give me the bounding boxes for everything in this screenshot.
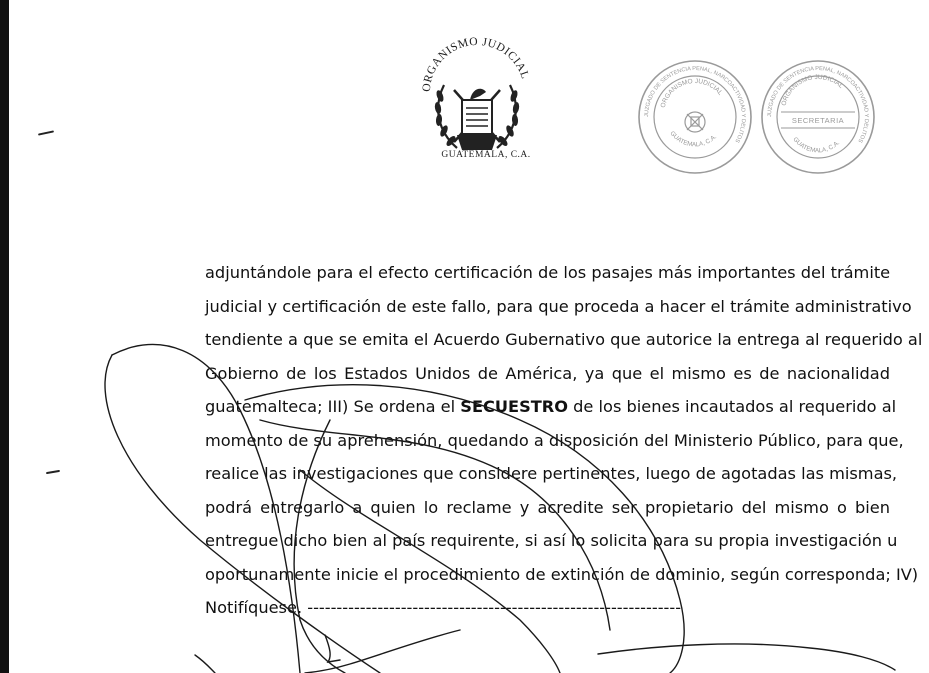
body-line: momento de su aprehensión, quedando a disposición del Ministerio Público, para que, (205, 430, 904, 450)
body-line: realice las investigaciones que considere pertinentes, luego de agotadas las mismas, (205, 464, 898, 483)
body-line: Gobierno de los Estados Unidos de América, ya que el mismo es de nacionalidad (205, 363, 890, 383)
body-line: podrá entregarlo a quien lo reclame y acredite ser propietario del mismo o bien (205, 497, 890, 517)
body-text-segment: guatemalteca; III) Se ordena el (205, 397, 461, 416)
seal-right-label: SECRETARIA (791, 116, 845, 125)
seal-left-ring-text: JUZGADO DE SENTENCIA PENAL, NARCOACTIVIDAD Y DELITOS (643, 65, 747, 144)
crest-caption: GUATEMALA, C.A. (441, 150, 531, 160)
secuestro-emphasis: SECUESTRO (460, 397, 569, 416)
body-line (205, 390, 897, 424)
seal-right-city: GUATEMALA, C.A. (791, 136, 842, 155)
body-line: entregue dicho bien al país requirente, si así lo solicita para su propia investigación u (205, 531, 898, 550)
body-line: judicial y certificación de este fallo, para que proceda a hacer el trámite administrativo (205, 296, 912, 316)
seal-right-name: ORGANISMO JUDICIAL (780, 73, 845, 107)
seal-left-city: GUATEMALA, C.A. (668, 130, 719, 149)
svg-text:GUATEMALA, C.A. (668, 130, 718, 148)
svg-text:GUATEMALA, C.A. (791, 136, 841, 154)
seal-left-emblem-icon (685, 112, 705, 132)
court-seal-right (759, 58, 877, 176)
margin-mark (38, 130, 54, 135)
margin-mark (46, 470, 60, 474)
seal-left-name: ORGANISMO JUDICIAL (659, 77, 724, 109)
body-line: tendiente a que se emita el Acuerdo Gubernativo que autorice la entrega al requerido al (205, 330, 923, 349)
body-text-segment: de los bienes incautados al requerido al (568, 397, 897, 416)
resolution-body (205, 256, 923, 625)
court-seal-left (636, 58, 754, 176)
body-line-notifiquese: Notifíquese. ---------------------------------------------------------------- (205, 598, 682, 617)
page-edge (0, 0, 9, 673)
body-line: oportunamente inicie el procedimiento de extinción de dominio, según corresponda; IV) (205, 564, 919, 584)
seal-right-ring-text: JUZGADO DE SENTENCIA PENAL, NARCOACTIVIDAD Y DELITOS (766, 65, 870, 144)
body-line: adjuntándole para el efecto certificación de los pasajes más importantes del trámite (205, 263, 891, 282)
crest-arc-text: ORGANISMO JUDICIAL (420, 35, 532, 93)
organismo-judicial-crest-icon (412, 30, 542, 165)
svg-text:ORGANISMO JUDICIAL (421, 36, 531, 93)
svg-text:ORGANISMO JUDICIAL (660, 78, 724, 109)
